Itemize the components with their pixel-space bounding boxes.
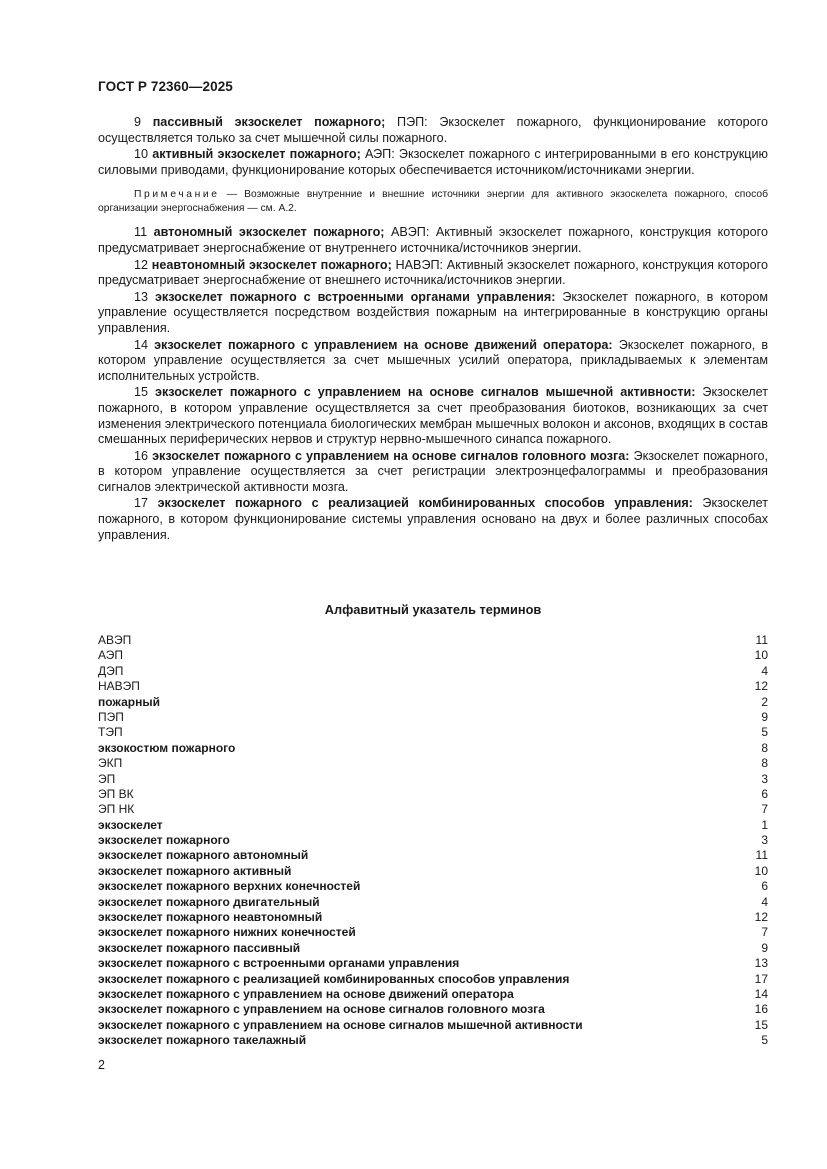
index-term: экзоскелет пожарного [98,833,230,848]
index-number: 4 [761,894,768,909]
definition-text: НАВЭП: Активный экзоскелет пожарного, конструкция которого предусматривает энергоснабжение от внешнего источника/источников энергии. [98,257,769,288]
index-number: 10 [754,863,768,878]
index-term: пожарный [98,694,160,709]
index-number: 17 [754,971,768,986]
alphabetical-index [98,633,768,1049]
index-term: ТЭП [98,725,123,740]
index-row [98,910,768,925]
note-text: — Возможные внутренние и внешние источники энергии для активного экзоскелета пожарного, способ организации энергоснабжения — см. А.2. [98,189,768,214]
index-term: экзоскелет пожарного такелажный [98,1033,307,1048]
index-term: экзоскелет пожарного с управлением на основе сигналов мышечной активности [98,1017,583,1032]
index-row [98,802,768,817]
index-number: 12 [754,910,768,925]
definition-item [98,496,768,543]
definition-term: экзоскелет пожарного с управлением на основе сигналов головного мозга: [152,448,630,463]
index-row [98,741,768,756]
definition-text: АВЭП: Активный экзоскелет пожарного, конструкция которого предусматривает энергоснабжение от внутреннего источника/источников энергии. [98,225,768,255]
definition-term: неавтономный экзоскелет пожарного; [151,257,392,272]
index-row [98,987,768,1002]
definition-term: экзоскелет пожарного с управлением на основе движений оператора: [154,337,613,352]
definition-item [98,290,768,337]
index-number: 5 [761,725,768,740]
index-row [98,1033,768,1048]
index-term: АВЭП [98,633,132,647]
index-number: 5 [761,1033,768,1048]
index-row [98,848,768,863]
index-number: 3 [761,771,768,786]
definition-text: Экзоскелет пожарного, в котором функционирование системы управления основано на двух и более различных способах управления. [98,496,768,542]
index-row [98,772,768,787]
definition-number: 14 [134,337,149,352]
index-term: АЭП [98,648,123,663]
definition-text: ПЭП: Экзоскелет пожарного, функционирование которого осуществляется только за счет мышечной силы пожарного. [98,115,769,145]
index-number: 7 [761,802,768,817]
index-row [98,1002,768,1017]
index-term: экзоскелет пожарного с реализацией комбинированных способов управления [98,971,570,986]
index-term: ЭП [98,771,116,786]
definition-term: пассивный экзоскелет пожарного; [152,115,386,129]
index-number: 13 [754,956,768,971]
index-number: 4 [761,663,768,678]
index-term: ЭКП [98,756,123,771]
index-row [98,1018,768,1033]
page-number: 2 [98,1058,105,1072]
definition-text: Экзоскелет пожарного, в котором управление осуществляется за счет регистрации электроэнцефалограммы и преобразования сигналов электрической активности мозга. [98,448,769,494]
index-number: 9 [761,940,768,955]
definition-number: 10 [134,147,149,162]
definition-item [98,449,768,496]
index-row [98,710,768,725]
definition-number: 12 [134,257,149,272]
index-term: экзокостюм пожарного [98,740,236,755]
index-row [98,925,768,940]
index-row [98,972,768,987]
index-term: экзоскелет пожарного нижних конечностей [98,925,356,940]
index-term: экзоскелет пожарного неавтономный [98,910,323,925]
index-term: экзоскелет пожарного автономный [98,848,309,863]
index-row [98,818,768,833]
index-term: экзоскелет пожарного с управлением на основе сигналов головного мозга [98,1002,545,1017]
index-title: Алфавитный указатель терминов [324,602,542,617]
definition-term: активный экзоскелет пожарного; [152,147,361,162]
definition-number: 13 [134,289,149,304]
index-term: НАВЭП [98,679,140,694]
note-label: Примечание [134,189,220,201]
index-number: 11 [755,633,768,647]
index-row [98,679,768,694]
index-number: 15 [754,1017,768,1032]
index-term: экзоскелет пожарного с встроенными органами управления [98,956,460,971]
index-number: 16 [754,1002,768,1017]
definition-number: 17 [134,496,149,511]
document-header: ГОСТ Р 72360—2025 [98,79,233,94]
definition-term: экзоскелет пожарного с реализацией комбинированных способов управления: [157,496,693,511]
index-number: 10 [754,648,768,663]
index-row [98,879,768,894]
index-number: 6 [761,879,768,894]
definition-item [98,338,768,385]
index-row [98,864,768,879]
definitions-section [98,115,768,544]
index-row [98,725,768,740]
definition-item [98,115,768,146]
definition-item [98,147,768,178]
index-term: экзоскелет пожарного верхних конечностей [98,879,361,894]
index-row [98,648,768,663]
definition-number: 11 [134,225,148,240]
definition-term: экзоскелет пожарного с встроенными органами управления: [154,289,556,304]
index-number: 2 [761,694,768,709]
index-term: ДЭП [98,663,124,678]
index-term: ЭП ВК [98,786,134,801]
definition-item [98,225,768,256]
index-row [98,895,768,910]
index-term: экзоскелет пожарного с управлением на основе движений оператора [98,986,514,1001]
definition-text: АЭП: Экзоскелет пожарного с интегрированными в его конструкцию силовыми приводами, функционирование которых обеспечивается источником/источниками энергии. [98,147,768,177]
index-row [98,956,768,971]
index-term: экзоскелет пожарного активный [98,863,292,878]
index-term: экзоскелет [98,817,163,832]
definition-item [98,258,768,289]
index-row [98,833,768,848]
definition-number: 15 [134,385,149,400]
definition-number: 16 [134,448,149,463]
definition-text: Экзоскелет пожарного, в котором управление осуществляется за счет мышечных усилий оператора, прикладываемых к элементам исполнительных устройств. [98,337,769,383]
definition-term: экзоскелет пожарного с управлением на основе сигналов мышечной активности: [154,385,696,400]
index-number: 1 [761,817,768,832]
index-row [98,787,768,802]
index-term: ПЭП [98,709,124,724]
note [98,188,768,215]
definition-item [98,385,768,447]
definition-text: Экзоскелет пожарного, в котором управление осуществляется посредством воздействия пожарным на интегрированные в конструкцию органы управления. [98,289,768,335]
definition-term: автономный экзоскелет пожарного; [153,225,385,240]
index-number: 12 [754,679,768,694]
index-number: 3 [761,833,768,848]
index-row [98,633,768,648]
index-row [98,941,768,956]
definition-number: 9 [134,115,142,129]
index-number: 6 [761,786,768,801]
index-number: 14 [754,986,768,1001]
index-number: 7 [761,925,768,940]
index-row [98,756,768,771]
index-row [98,695,768,710]
index-term: экзоскелет пожарного пассивный [98,940,301,955]
index-number: 8 [761,756,768,771]
definition-text: Экзоскелет пожарного, в котором управление осуществляется за счет преобразования биотоков, возникающих за счет изменения электрического потенциала биологических мембран мышечных волокон и аксонов, входящих в состав смешанных периферических нервов и структур нервно-мышечного синапса пожарного. [98,385,769,447]
index-number: 8 [761,740,768,755]
index-term: экзоскелет пожарного двигательный [98,894,320,909]
index-number: 9 [761,709,768,724]
index-term: ЭП НК [98,802,135,817]
index-row [98,664,768,679]
index-number: 11 [755,848,768,863]
